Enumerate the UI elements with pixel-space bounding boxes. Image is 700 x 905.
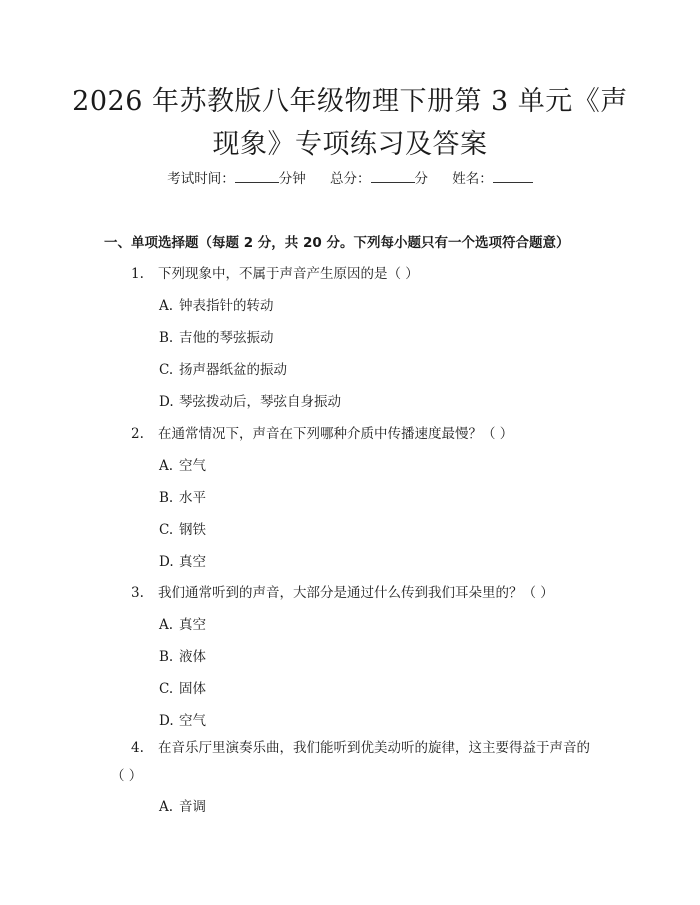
option-text: 钟表指针的转动 [179,298,274,314]
option-text: 真空 [179,554,206,570]
exam-score-label: 总分： [330,171,371,187]
exam-name [452,171,533,187]
question-2-option-d [159,550,206,570]
question-2-option-a [159,454,206,474]
question-number: 1. [131,266,144,282]
question-3 [131,581,601,601]
option-letter: A. [159,298,174,314]
question-2-option-b [159,486,206,506]
option-text: 空气 [179,458,206,474]
title-line-1: 2026 年苏教版八年级物理下册第 3 单元《声 [72,86,628,117]
exam-time-blank [235,170,279,183]
question-text: 在音乐厅里演奏乐曲，我们能听到优美动听的旋律，这主要得益于声音的 [158,740,590,756]
option-text: 琴弦拨动后，琴弦自身振动 [179,394,341,410]
option-text: 音调 [179,799,206,815]
title-line-2: 现象》专项练习及答案 [212,129,488,160]
exam-score [330,171,432,187]
exam-score-unit: 分 [414,171,428,187]
question-text: 下列现象中，不属于声音产生原因的是（ ） [158,266,419,282]
exam-info-line [0,167,700,187]
document-title [60,80,640,166]
option-letter: C. [159,522,174,538]
question-1-option-c [159,358,287,378]
option-text: 吉他的琴弦振动 [179,330,274,346]
exam-name-label: 姓名： [452,171,493,187]
question-1-option-a [159,294,274,314]
option-text: 液体 [179,649,206,665]
exam-time-unit: 分钟 [278,171,306,187]
option-letter: B. [159,330,174,346]
question-number: 3. [131,585,144,601]
option-letter: B. [159,649,174,665]
option-letter: A. [159,617,174,633]
option-text: 钢铁 [179,522,206,538]
option-letter: C. [159,362,174,378]
question-number: 2. [131,426,144,442]
question-text: 在通常情况下，声音在下列哪种介质中传播速度最慢？（ ） [158,426,514,442]
exam-name-blank [493,170,533,183]
question-4 [111,734,611,790]
question-number: 4. [131,740,144,756]
question-4-option-a [159,795,206,815]
option-letter: D. [159,394,174,410]
question-2-option-c [159,518,206,538]
question-1-option-b [159,326,274,346]
exam-score-blank [371,170,415,183]
question-3-option-b [159,645,206,665]
question-text: 我们通常听到的声音，大部分是通过什么传到我们耳朵里的？（ ） [158,585,554,601]
option-letter: A. [159,458,174,474]
option-text: 扬声器纸盆的振动 [179,362,287,378]
question-1-option-d [159,390,341,410]
question-text-continuation: （ ） [111,768,143,784]
option-text: 水平 [179,490,206,506]
question-3-option-a [159,613,206,633]
option-letter: A. [159,799,174,815]
option-letter: D. [159,554,174,570]
section-heading: 一、单项选择题（每题 2 分，共 20 分。下列每小题只有一个选项符合题意） [104,235,570,251]
option-letter: D. [159,713,174,729]
exam-time-label: 考试时间： [167,171,235,187]
question-3-option-d [159,709,206,729]
exam-time [167,171,310,187]
option-letter: C. [159,681,174,697]
question-1 [131,262,601,282]
option-letter: B. [159,490,174,506]
option-text: 固体 [179,681,206,697]
option-text: 真空 [179,617,206,633]
question-2 [131,422,601,442]
question-3-option-c [159,677,206,697]
option-text: 空气 [179,713,206,729]
